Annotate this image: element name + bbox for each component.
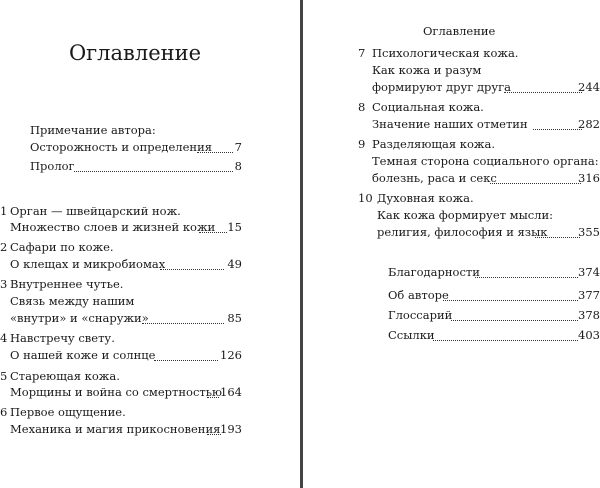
dot-leader bbox=[490, 169, 581, 184]
dot-leader bbox=[535, 223, 580, 238]
chapter-title: Орган — швейцарский нож. bbox=[10, 204, 181, 218]
toc-page-number: 244 bbox=[578, 80, 600, 94]
chapter-number: 7 bbox=[358, 46, 366, 60]
toc-page-number: 126 bbox=[220, 348, 242, 362]
chapter-number: 4 bbox=[0, 331, 8, 345]
toc-page-number: 282 bbox=[578, 117, 600, 131]
toc-page-number: 85 bbox=[227, 311, 242, 325]
toc-entry-about-author: Об авторе bbox=[388, 288, 449, 302]
toc-entry-note-line1: Примечание автора: bbox=[30, 123, 156, 137]
right-page bbox=[303, 0, 600, 488]
chapter-title: Стареющая кожа. bbox=[10, 369, 120, 383]
chapter-number: 3 bbox=[0, 277, 8, 291]
chapter-subtitle: Множество слоев и жизней кожи bbox=[10, 220, 216, 234]
chapter-number: 6 bbox=[0, 405, 8, 419]
dot-leader bbox=[74, 157, 233, 172]
dot-leader bbox=[207, 420, 221, 435]
dot-leader bbox=[160, 255, 224, 270]
dot-leader bbox=[154, 346, 218, 361]
chapter-number: 1 bbox=[0, 204, 8, 218]
toc-page-number: 8 bbox=[234, 159, 242, 173]
chapter-title: Разделяющая кожа. bbox=[372, 137, 495, 151]
dot-leader bbox=[475, 263, 578, 278]
chapter-title: Социальная кожа. bbox=[372, 100, 484, 114]
chapter-title: Навстречу свету. bbox=[10, 331, 115, 345]
chapter-subtitle: Как кожа и разум bbox=[372, 63, 482, 77]
chapter-subtitle: О клещах и микробиомах bbox=[10, 257, 166, 271]
chapter-subtitle: формируют друг друга bbox=[372, 80, 512, 94]
chapter-subtitle: «внутри» и «снаружи» bbox=[10, 311, 149, 325]
chapter-subtitle: религия, философия и язык bbox=[377, 225, 548, 239]
chapter-number: 10 bbox=[358, 191, 373, 205]
dot-leader bbox=[451, 306, 578, 321]
chapter-subtitle: Механика и магия прикосновения bbox=[10, 422, 221, 436]
toc-page-number: 316 bbox=[578, 171, 600, 185]
toc-page-number: 7 bbox=[234, 140, 242, 154]
toc-page-number: 164 bbox=[220, 385, 242, 399]
page-title: Оглавление bbox=[68, 41, 202, 65]
toc-entry-references: Ссылки bbox=[388, 328, 435, 342]
toc-page-number: 377 bbox=[578, 288, 600, 302]
chapter-title: Психологическая кожа. bbox=[372, 46, 519, 60]
toc-page-number: 378 bbox=[578, 308, 600, 322]
dot-leader bbox=[443, 286, 578, 301]
chapter-subtitle: Темная сторона социального органа: bbox=[372, 154, 599, 168]
running-head: Оглавление bbox=[423, 24, 496, 38]
dot-leader bbox=[533, 115, 582, 130]
toc-page-number: 374 bbox=[578, 265, 600, 279]
chapter-title: Внутреннее чутье. bbox=[10, 277, 124, 291]
chapter-subtitle: Связь между нашим bbox=[10, 294, 135, 308]
toc-entry-prologue: Пролог bbox=[30, 159, 75, 173]
toc-page-number: 403 bbox=[578, 328, 600, 342]
chapter-title: Первое ощущение. bbox=[10, 405, 126, 419]
dot-leader bbox=[207, 383, 219, 398]
chapter-number: 8 bbox=[358, 100, 366, 114]
chapter-subtitle: Значение наших отметин bbox=[372, 117, 528, 131]
chapter-title: Сафари по коже. bbox=[10, 240, 114, 254]
toc-page-number: 193 bbox=[220, 422, 242, 436]
chapter-subtitle: Как кожа формирует мысли: bbox=[377, 208, 554, 222]
chapter-number: 9 bbox=[358, 137, 366, 151]
toc-page-number: 49 bbox=[227, 257, 242, 271]
toc-entry-glossary: Глоссарий bbox=[388, 308, 453, 322]
chapter-subtitle: болезнь, раса и секс bbox=[372, 171, 497, 185]
chapter-subtitle: Морщины и война со смертностью bbox=[10, 385, 223, 399]
chapter-number: 5 bbox=[0, 369, 8, 383]
dot-leader bbox=[504, 78, 582, 93]
toc-entry-note-line2: Осторожность и определения bbox=[30, 140, 212, 154]
dot-leader bbox=[197, 138, 233, 153]
dot-leader bbox=[199, 218, 227, 233]
toc-entry-acknowledgements: Благодарности bbox=[388, 265, 480, 279]
dot-leader bbox=[142, 309, 224, 324]
dot-leader bbox=[433, 326, 578, 341]
toc-page-number: 15 bbox=[227, 220, 242, 234]
chapter-number: 2 bbox=[0, 240, 8, 254]
toc-page-number: 355 bbox=[578, 225, 600, 239]
chapter-subtitle: О нашей коже и солнце bbox=[10, 348, 156, 362]
chapter-title: Духовная кожа. bbox=[377, 191, 474, 205]
